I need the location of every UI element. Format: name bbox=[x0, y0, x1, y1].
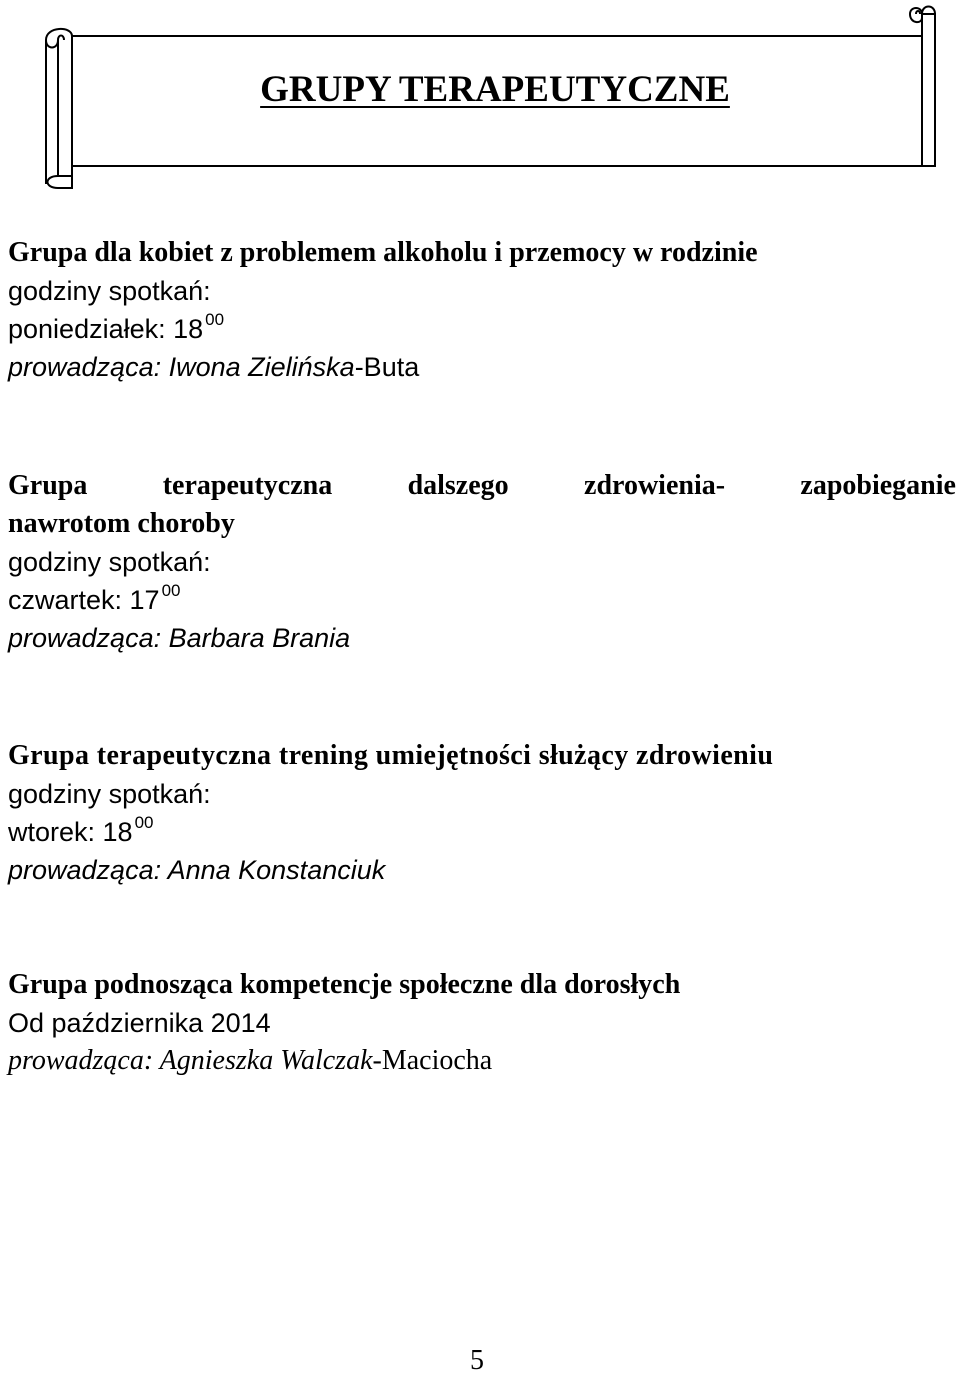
leader-name-suffix: -Maciocha bbox=[372, 1045, 493, 1076]
group-section-2 bbox=[8, 467, 956, 657]
meeting-time bbox=[8, 581, 956, 619]
start-date: Od października 2014 bbox=[8, 1008, 271, 1038]
schedule-label: godziny spotkań: bbox=[8, 547, 211, 577]
meeting-day: poniedziałek: 18 bbox=[8, 314, 204, 344]
group-heading bbox=[8, 467, 956, 505]
group-section-3 bbox=[8, 737, 956, 889]
page-title: GRUPY TERAPEUTYCZNE bbox=[260, 69, 730, 110]
page-number: 5 bbox=[470, 1345, 484, 1376]
group-heading-continued: nawrotom choroby bbox=[8, 508, 235, 539]
heading-word: dalszego bbox=[407, 470, 509, 501]
meeting-time bbox=[8, 813, 956, 851]
meeting-day: czwartek: 17 bbox=[8, 585, 160, 615]
group-leader: prowadząca: Anna Konstanciuk bbox=[8, 855, 386, 885]
group-section-4 bbox=[8, 966, 956, 1080]
heading-word: zdrowienia- bbox=[584, 470, 726, 501]
schedule-label: godziny spotkań: bbox=[8, 779, 211, 809]
schedule-label: godziny spotkań: bbox=[8, 276, 211, 306]
meeting-time bbox=[8, 310, 956, 348]
group-leader bbox=[8, 348, 956, 386]
group-heading: Grupa dla kobiet z problemem alkoholu i przemocy w rodzinie bbox=[8, 237, 758, 268]
heading-word: Grupa bbox=[8, 470, 88, 501]
group-section-1 bbox=[8, 234, 956, 386]
group-heading: Grupa podnosząca kompetencje społeczne dla dorosłych bbox=[8, 969, 681, 1000]
meeting-minutes: 00 bbox=[205, 310, 225, 329]
group-leader bbox=[8, 1042, 956, 1080]
leader-name: prowadząca: Agnieszka Walczak bbox=[8, 1045, 373, 1076]
group-leader: prowadząca: Barbara Brania bbox=[8, 623, 351, 653]
meeting-minutes: 00 bbox=[134, 813, 154, 832]
meeting-day: wtorek: 18 bbox=[8, 817, 133, 847]
meeting-minutes: 00 bbox=[161, 581, 181, 600]
group-heading: Grupa terapeutyczna trening umiejętności służący zdrowieniu bbox=[8, 740, 774, 771]
leader-name-suffix: -Buta bbox=[354, 352, 420, 382]
leader-name: prowadząca: Iwona Zielińska bbox=[8, 352, 355, 382]
heading-word: terapeutyczna bbox=[162, 470, 333, 501]
heading-word: zapobieganie bbox=[800, 470, 956, 501]
